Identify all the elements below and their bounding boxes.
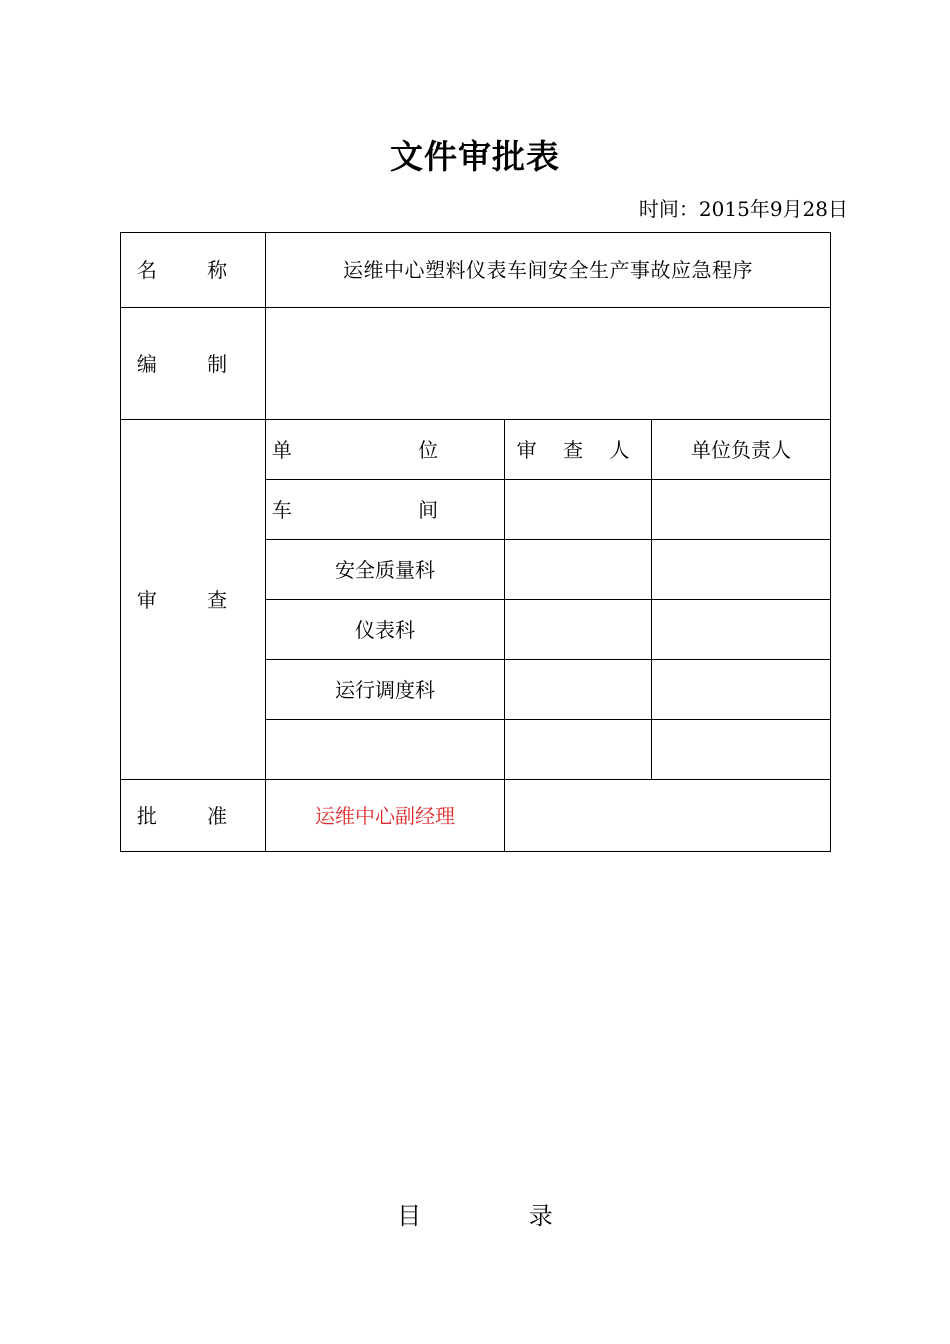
review-unit-head bbox=[652, 480, 831, 540]
review-header-unit-head: 单位负责人 bbox=[652, 420, 831, 480]
review-unit-head bbox=[652, 720, 831, 780]
review-unit: 安全质量科 bbox=[266, 540, 505, 600]
review-reviewer bbox=[505, 600, 652, 660]
review-unit: 运行调度科 bbox=[266, 660, 505, 720]
review-unit-head bbox=[652, 600, 831, 660]
name-label: 名 称 bbox=[121, 233, 266, 308]
approve-label: 批 准 bbox=[121, 780, 266, 852]
name-value: 运维中心塑料仪表车间安全生产事故应急程序 bbox=[266, 233, 831, 308]
compile-value bbox=[266, 308, 831, 420]
document-date: 时间：2015年9月28日 bbox=[638, 197, 848, 221]
review-unit: 车 间 bbox=[266, 480, 505, 540]
review-unit-head bbox=[652, 660, 831, 720]
toc-heading-text: 目 录 bbox=[397, 1202, 603, 1230]
name-row bbox=[121, 233, 831, 308]
approve-value: 运维中心副经理 bbox=[266, 780, 505, 852]
review-label: 审 查 bbox=[121, 420, 266, 780]
review-reviewer bbox=[505, 720, 652, 780]
approve-signature bbox=[505, 780, 831, 852]
approval-table bbox=[120, 232, 831, 852]
review-reviewer bbox=[505, 540, 652, 600]
compile-row bbox=[121, 308, 831, 420]
review-unit: 仪表科 bbox=[266, 600, 505, 660]
compile-label: 编 制 bbox=[121, 308, 266, 420]
review-unit bbox=[266, 720, 505, 780]
document-title: 文件审批表 bbox=[390, 137, 560, 176]
review-unit-head bbox=[652, 540, 831, 600]
review-reviewer bbox=[505, 660, 652, 720]
review-header-row bbox=[121, 420, 831, 480]
review-header-unit: 单 位 bbox=[266, 420, 505, 480]
review-header-reviewer: 审 查 人 bbox=[505, 420, 652, 480]
approve-row bbox=[121, 780, 831, 852]
review-reviewer bbox=[505, 480, 652, 540]
toc-heading bbox=[0, 1198, 950, 1234]
